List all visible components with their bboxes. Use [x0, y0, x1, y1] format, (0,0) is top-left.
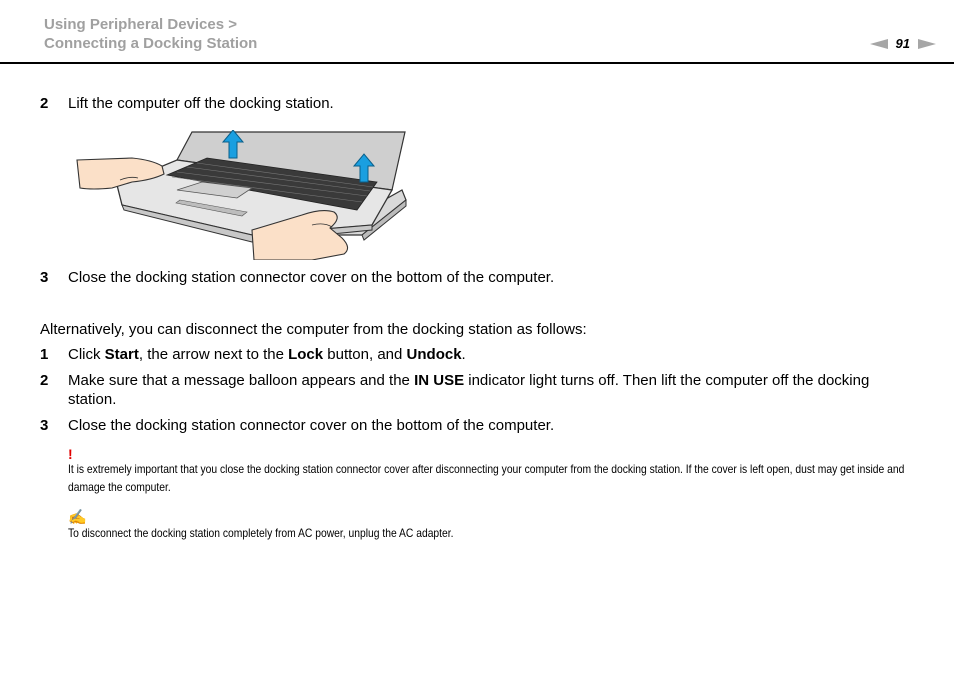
step-text: Close the docking station connector cover on the bottom of the computer.	[68, 417, 555, 434]
undock-label: Undock	[406, 346, 462, 363]
step-text: Make sure that a message balloon appears and the IN USE indicator light turns off. Then lift the computer off the docking station.	[68, 372, 870, 408]
header-divider	[0, 62, 954, 64]
in-use-label: IN USE	[414, 372, 465, 389]
step-text: Lift the computer off the docking station.	[68, 95, 334, 112]
laptop-undocking-illustration	[72, 130, 412, 260]
breadcrumb-section: Using Peripheral Devices >	[44, 16, 238, 33]
note-text: To disconnect the docking station completely from AC power, unplug the AC adapter.	[68, 526, 454, 540]
breadcrumb-page: Connecting a Docking Station	[44, 35, 258, 52]
alternative-intro: Alternatively, you can disconnect the computer from the docking station as follows:	[40, 321, 587, 338]
caution-icon: !	[68, 446, 73, 462]
step-number: 1	[40, 346, 49, 363]
next-page-icon[interactable]	[918, 39, 936, 49]
previous-page-icon[interactable]	[870, 39, 888, 49]
page-number: 91	[895, 36, 910, 51]
page-navigation	[870, 36, 936, 51]
caution-text: It is extremely important that you close the docking station connector cover after disconnecting your computer from the docking station. If the cover is left open, dust may get inside and damage the computer.	[68, 462, 905, 494]
step-number: 3	[40, 417, 49, 434]
step-number: 2	[40, 95, 49, 112]
step-number: 3	[40, 269, 49, 286]
lock-label: Lock	[288, 346, 324, 363]
start-label: Start	[104, 346, 139, 363]
step-number: 2	[40, 372, 49, 389]
step-text: Click Start, the arrow next to the Lock button, and Undock.	[68, 346, 466, 363]
note-icon: ✍	[68, 509, 87, 526]
step-text: Close the docking station connector cover on the bottom of the computer.	[68, 269, 555, 286]
